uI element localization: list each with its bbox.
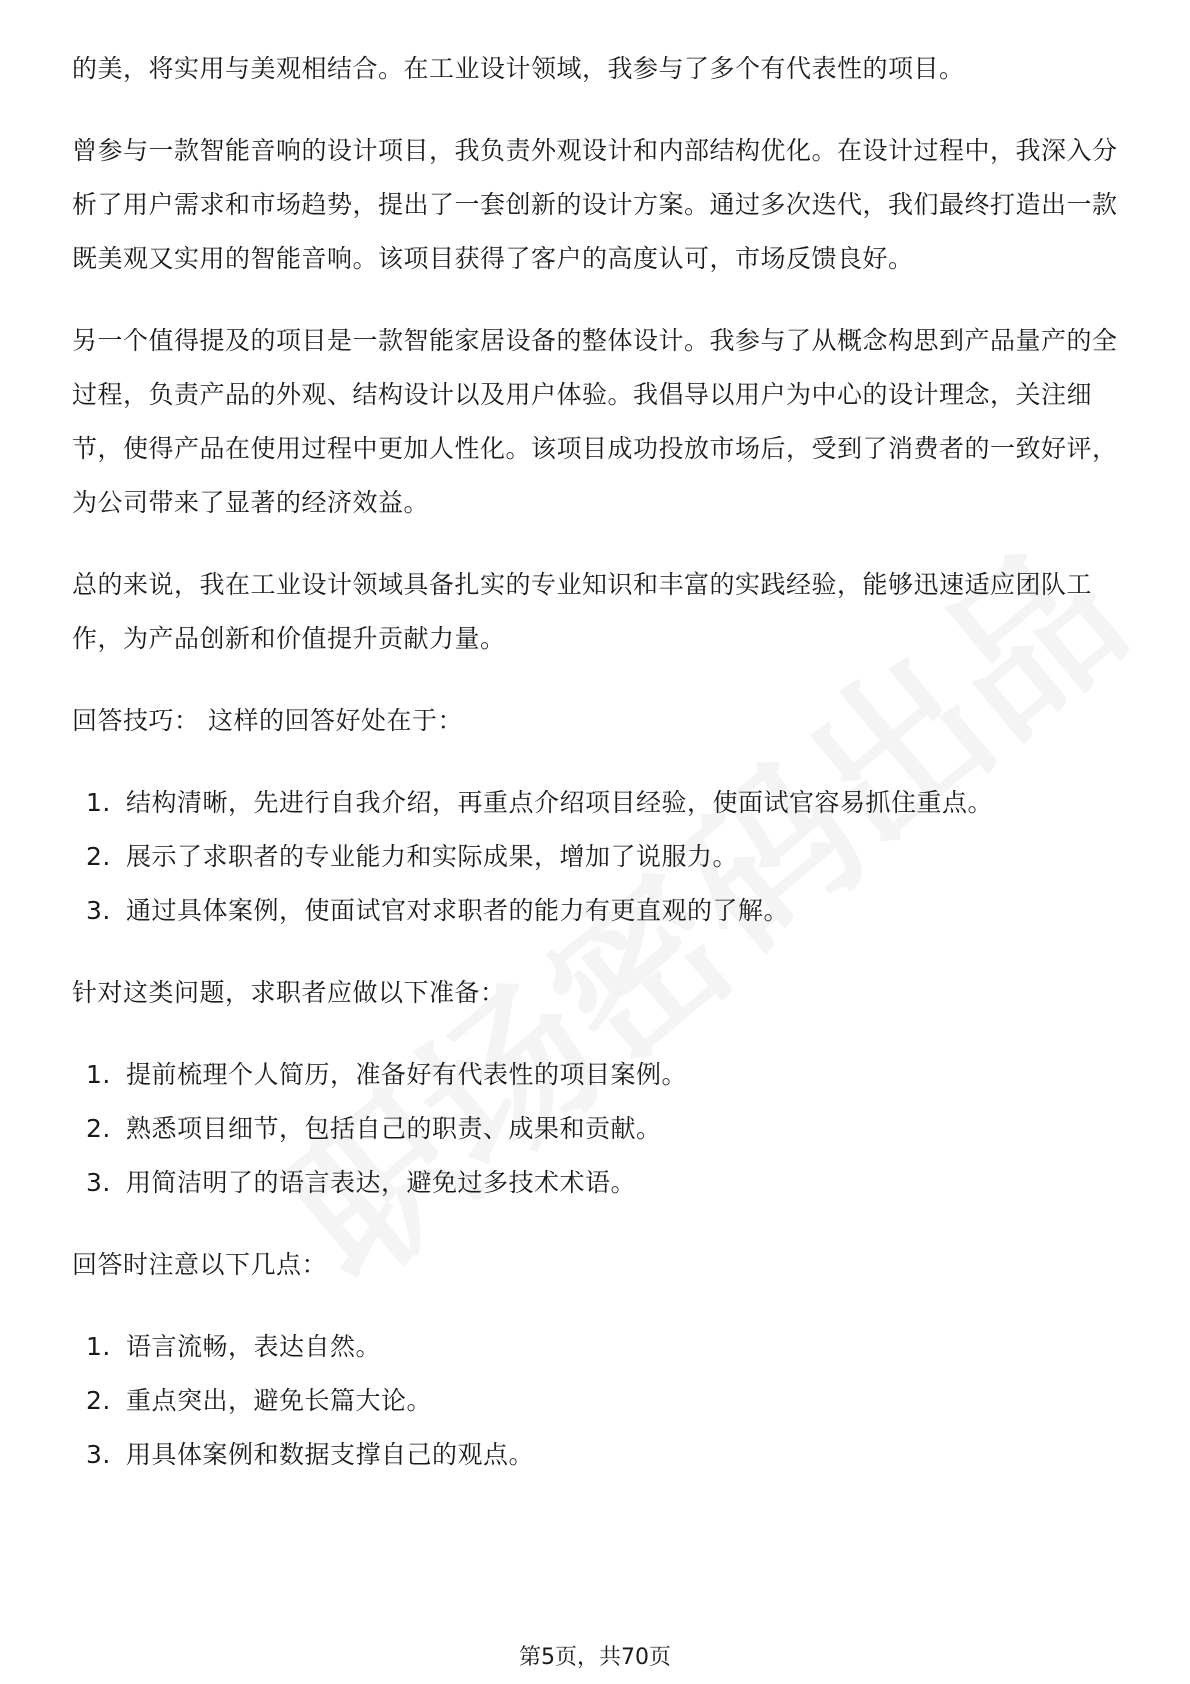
list-text: 结构清晰，先进行自我介绍，再重点介绍项目经验，使面试官容易抓住重点。 [126,788,994,817]
list-number: 2. [86,1386,111,1415]
list-item [72,1156,1122,1210]
list-item [72,1428,1122,1482]
list-text: 用具体案例和数据支撑自己的观点。 [126,1440,535,1469]
list-number: 1. [86,1332,111,1361]
paragraph-smart-speaker: 曾参与一款智能音响的设计项目，我负责外观设计和内部结构优化。在设计过程中，我深入分析了用户需求和市场趋势，提出了一套创新的设计方案。通过多次迭代，我们最终打造出一款既美观又实用的智能音响。该项目获得了客户的高度认可，市场反馈良好。 [72,136,1118,273]
list-item [72,1374,1122,1428]
list-item [72,1102,1122,1156]
paragraph-summary: 总的来说，我在工业设计领域具备扎实的专业知识和丰富的实践经验，能够迅速适应团队工作，为产品创新和价值提升贡献力量。 [72,570,1093,653]
list-text: 展示了求职者的专业能力和实际成果，增加了说服力。 [126,842,739,871]
list-text: 熟悉项目细节，包括自己的职责、成果和贡献。 [126,1114,662,1143]
list-text: 语言流畅，表达自然。 [126,1332,382,1361]
prep-heading: 针对这类问题，求职者应做以下准备： [72,978,506,1007]
list-item [72,884,1122,938]
list-number: 3. [86,896,111,925]
prep-list [72,1048,1122,1210]
tips-list [72,776,1122,938]
document-body [72,42,1122,1510]
list-number: 2. [86,842,111,871]
list-text: 重点突出，避免长篇大论。 [126,1386,433,1415]
list-text: 提前梳理个人简历，准备好有代表性的项目案例。 [126,1060,688,1089]
notes-list [72,1320,1122,1482]
list-number: 2. [86,1114,111,1143]
list-item [72,776,1122,830]
paragraph-intro-end: 的美，将实用与美观相结合。在工业设计领域，我参与了多个有代表性的项目。 [72,54,965,83]
list-text: 通过具体案例，使面试官对求职者的能力有更直观的了解。 [126,896,790,925]
notes-heading: 回答时注意以下几点： [72,1250,328,1279]
paragraph-smart-home: 另一个值得提及的项目是一款智能家居设备的整体设计。我参与了从概念构思到产品量产的全过程，负责产品的外观、结构设计以及用户体验。我倡导以用户为中心的设计理念，关注细节，使得产品在使用过程中更加人性化。该项目成功投放市场后，受到了消费者的一致好评，为公司带来了显著的经济效益。 [72,326,1118,517]
tips-heading: 回答技巧： 这样的回答好处在于： [72,706,463,735]
list-text: 用简洁明了的语言表达，避免过多技术术语。 [126,1168,637,1197]
list-item [72,830,1122,884]
list-item [72,1048,1122,1102]
list-number: 3. [86,1168,111,1197]
page-number-footer: 第5页，共70页 [519,1645,671,1670]
list-number: 1. [86,1060,111,1089]
list-item [72,1320,1122,1374]
list-number: 3. [86,1440,111,1469]
list-number: 1. [86,788,111,817]
